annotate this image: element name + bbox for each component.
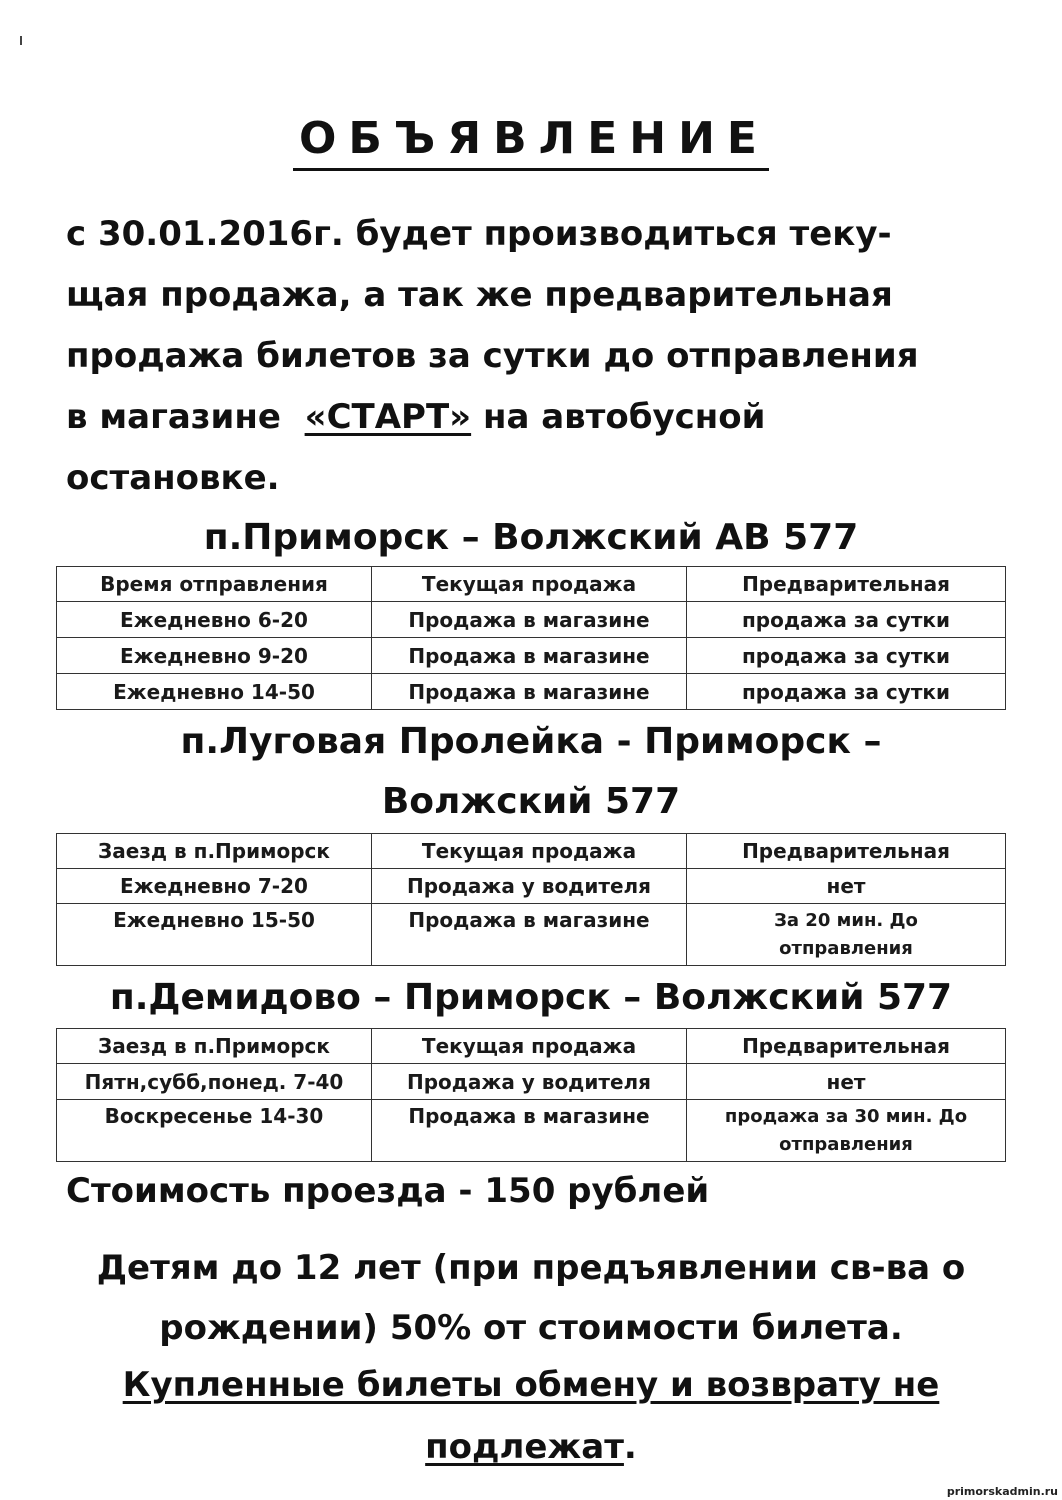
refund-line-2: [0, 1416, 1062, 1478]
header-presale: Предварительная: [687, 1029, 1006, 1064]
intro-line-1: с 30.01.2016г. будет производиться теку-: [66, 214, 892, 254]
header-arrival: Заезд в п.Приморск: [57, 834, 372, 869]
presale-line-1: За 20 мин. До: [774, 909, 918, 931]
refund-line-2-text: подлежат: [425, 1427, 624, 1467]
table-header-row: [57, 834, 1006, 869]
cell-presale: нет: [687, 869, 1006, 904]
header-current-sale: Текущая продажа: [372, 834, 687, 869]
table-row: [57, 602, 1006, 638]
refund-line-1: [0, 1354, 1062, 1416]
scan-mark: [20, 36, 22, 45]
table-row: [57, 1100, 1006, 1162]
refund-notice: [0, 1354, 1062, 1478]
route-1-title: п.Приморск – Волжский АВ 577: [203, 517, 859, 558]
cell-time: Воскресенье 14-30: [57, 1100, 372, 1162]
cell-presale: [687, 1100, 1006, 1162]
intro-paragraph: [66, 204, 1026, 509]
header-departure: Время отправления: [57, 567, 372, 602]
cell-time: Ежедневно 7-20: [57, 869, 372, 904]
cell-time: Ежедневно 15-50: [57, 904, 372, 966]
cell-presale: [687, 904, 1006, 966]
title-block: [0, 112, 1062, 171]
intro-line-4-start: в магазине: [66, 397, 305, 437]
cell-presale: нет: [687, 1064, 1006, 1100]
table-row: [57, 1064, 1006, 1100]
table-row: [57, 904, 1006, 966]
child-discount-line-1: Детям до 12 лет (при предъявлении св-ва о: [96, 1248, 966, 1288]
cell-current: Продажа в магазине: [372, 602, 687, 638]
cell-current: Продажа в магазине: [372, 1100, 687, 1162]
refund-period: .: [623, 1427, 637, 1467]
cell-time: Пятн,субб,понед. 7-40: [57, 1064, 372, 1100]
header-presale: Предварительная: [687, 567, 1006, 602]
site-watermark: primorskadmin.ru: [946, 1485, 1058, 1498]
cell-current: Продажа у водителя: [372, 1064, 687, 1100]
header-presale: Предварительная: [687, 834, 1006, 869]
cell-presale: продажа за сутки: [687, 638, 1006, 674]
intro-line-4-end: на автобусной: [471, 397, 766, 437]
refund-line-1-text: Купленные билеты обмену и возврату не: [122, 1365, 940, 1405]
child-discount: [0, 1238, 1062, 1358]
header-current-sale: Текущая продажа: [372, 567, 687, 602]
table-header-row: [57, 1029, 1006, 1064]
cell-time: Ежедневно 14-50: [57, 674, 372, 710]
header-current-sale: Текущая продажа: [372, 1029, 687, 1064]
intro-line-5: остановке.: [66, 458, 280, 498]
presale-line-2: отправления: [779, 1133, 913, 1155]
cell-current: Продажа у водителя: [372, 869, 687, 904]
intro-line-3: продажа билетов за сутки до отправления: [66, 336, 919, 376]
cell-presale: продажа за сутки: [687, 602, 1006, 638]
presale-line-2: отправления: [779, 937, 913, 959]
store-name: «СТАРТ»: [304, 397, 472, 437]
header-arrival: Заезд в п.Приморск: [57, 1029, 372, 1064]
table-row: [57, 638, 1006, 674]
table-row: [57, 869, 1006, 904]
table-header-row: [57, 567, 1006, 602]
fare-price: Стоимость проезда - 150 рублей: [66, 1171, 710, 1211]
intro-line-2: щая продажа, а так же предварительная: [66, 275, 893, 315]
route-3-table: [56, 1028, 1006, 1162]
route-2-title-line-1: п.Луговая Пролейка - Приморск –: [180, 721, 882, 762]
presale-line-1: продажа за 30 мин. До: [724, 1105, 968, 1127]
route-2-title-line-2: Волжский 577: [381, 781, 681, 822]
cell-current: Продажа в магазине: [372, 638, 687, 674]
intro-line-4: [66, 387, 1026, 448]
cell-presale: продажа за сутки: [687, 674, 1006, 710]
route-2-table: [56, 833, 1006, 966]
cell-current: Продажа в магазине: [372, 674, 687, 710]
route-3-title: п.Демидово – Приморск – Волжский 577: [109, 977, 953, 1018]
announcement-title: ОБЪЯВЛЕНИЕ: [293, 112, 769, 171]
cell-current: Продажа в магазине: [372, 904, 687, 966]
cell-time: Ежедневно 9-20: [57, 638, 372, 674]
route-1-table: [56, 566, 1006, 710]
table-row: [57, 674, 1006, 710]
child-discount-line-2: рождении) 50% от стоимости билета.: [159, 1308, 903, 1348]
cell-time: Ежедневно 6-20: [57, 602, 372, 638]
